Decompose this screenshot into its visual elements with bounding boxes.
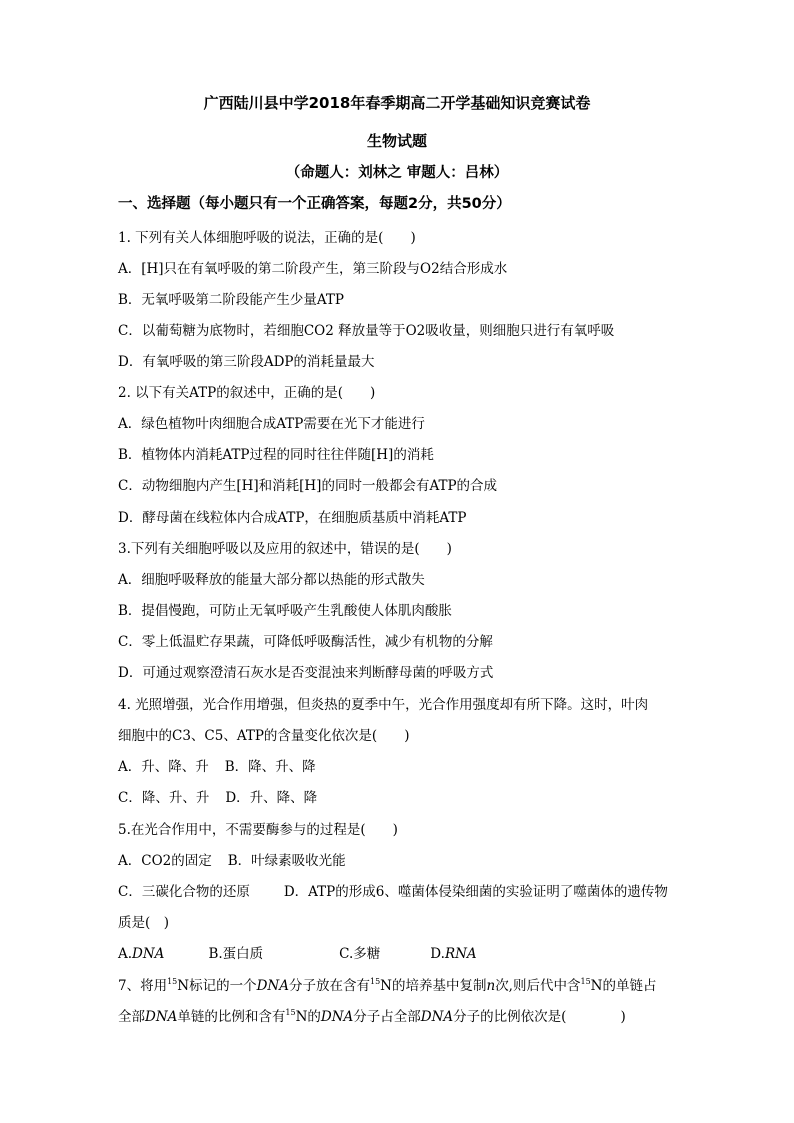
section-heading-choice: 一、选择题（每小题只有一个正确答案，每题2分，共50分） [118,196,511,212]
q6-option-a-prefix: A. [118,946,133,962]
subject-title: 生物试题 [366,132,427,150]
q3-stem: 3.下列有关细胞呼吸以及应用的叙述中，错误的是( ) [118,541,452,557]
q6-stem-part2: 质是( ) [118,915,170,931]
q4-option-a: A．升、降、升 [118,759,209,775]
q4-options-row2 [118,786,317,806]
q3-option-a: A．细胞呼吸释放的能量大部分都以热能的形式散失 [118,572,425,588]
q1-stem: 1. 下列有关人体细胞呼吸的说法，正确的是( ) [118,230,416,246]
q6-option-b: B.蛋白质 [208,946,264,962]
q5-option-b: B．叶绿素吸收光能 [227,853,346,869]
q5-options-row1 [118,849,346,869]
q4-option-d: D．升、降、降 [225,790,318,806]
q7-n-variable: n [486,978,496,994]
q5-stem: 5.在光合作用中，不需要酶参与的过程是( ) [118,822,398,838]
q7-dna-term: DNA [320,1009,354,1025]
q3-option-c: C．零上低温贮存果蔬，可降低呼吸酶活性，减少有机物的分解 [118,634,493,650]
q1-option-b: B．无氧呼吸第二阶段能产生少量ATP [118,292,345,308]
q5-options-row2 [118,880,668,900]
q6-option-c: C.多糖 [339,946,381,962]
q4-stem-line1: 4. 光照增强，光合作用增强，但炎热的夏季中午，光合作用强度却有所下降。这时，叶肉 [118,697,649,713]
q2-stem: 2. 以下有关ATP的叙述中，正确的是( ) [118,385,376,401]
q1-option-a: A．[H]只在有氧呼吸的第二阶段产生，第三阶段与O2结合形成水 [118,261,508,277]
q5-option-d: D．ATP的形成 [283,884,376,900]
q4-option-b: B．降、升、降 [224,759,316,775]
q7-text: 次,则后代中含 [495,978,581,994]
q1-option-c: C．以葡萄糖为底物时，若细胞CO2 释放量等于O2吸收量，则细胞只进行有氧呼吸 [118,323,615,339]
q6-option-d-prefix: D. [430,946,445,962]
q7-isotope-sup: 15 [167,977,178,986]
exam-title: 广西陆川县中学2018年春季期高二开学基础知识竞赛试卷 [203,94,591,112]
q3-option-b: B．提倡慢跑，可防止无氧呼吸产生乳酸使人体肌肉酸胀 [118,603,452,619]
q7-isotope-sup: 15 [285,1008,296,1017]
q5-option-c: C．三碳化合物的还原 [118,884,250,900]
q7-text: N的单链占 [590,978,657,994]
q1-option-d: D．有氧呼吸的第三阶段ADP的消耗量最大 [118,354,375,370]
q7-dna-term: DNA [256,978,289,994]
q7-text: N的 [295,1009,321,1025]
q2-option-c: C．动物细胞内产生[H]和消耗[H]的同时一般都会有ATP的合成 [118,478,498,494]
q7-dna-term: DNA [420,1009,454,1025]
q6-options-row [118,942,477,962]
q7-text: N标记的一个 [177,978,257,994]
q7-stem-line2 [118,1005,626,1025]
q4-option-c: C．降、升、升 [118,790,210,806]
q7-stem-line1 [118,974,656,994]
q6-option-a: DNA [132,946,165,962]
q7-text: 全部 [118,1009,145,1025]
q7-text: 7、将用 [118,978,168,994]
q7-isotope-sup: 15 [369,977,381,986]
q5-option-a: A．CO2的固定 [118,853,212,869]
q6-stem-part1: 6、噬菌体侵染细菌的实验证明了噬菌体的遗传物 [375,884,668,900]
q2-option-d: D．酵母菌在线粒体内合成ATP，在细胞质基质中消耗ATP [118,510,467,526]
q4-options-row1 [118,755,316,775]
q7-text: 分子占全部 [353,1009,421,1025]
q2-option-b: B．植物体内消耗ATP过程的同时往往伴随[H]的消耗 [118,447,434,463]
q7-dna-term: DNA [145,1009,178,1025]
q7-text: 单链的比例和含有 [177,1009,286,1025]
q6-option-d: RNA [444,946,477,962]
q7-text: 分子的比例依次是( ) [453,1009,626,1025]
q2-option-a: A．绿色植物叶肉细胞合成ATP需要在光下才能进行 [118,416,425,432]
q3-option-d: D．可通过观察澄清石灰水是否变混浊来判断酵母菌的呼吸方式 [118,665,494,681]
q4-stem-line2: 细胞中的C3、C5、ATP的含量变化依次是( ) [118,728,410,744]
q7-text: N的培养基中复制 [380,978,487,994]
q7-text: 分子放在含有 [288,978,370,994]
authors-line: （命题人：刘林之 审题人：吕林） [285,165,509,181]
q7-isotope-sup: 15 [580,977,591,986]
